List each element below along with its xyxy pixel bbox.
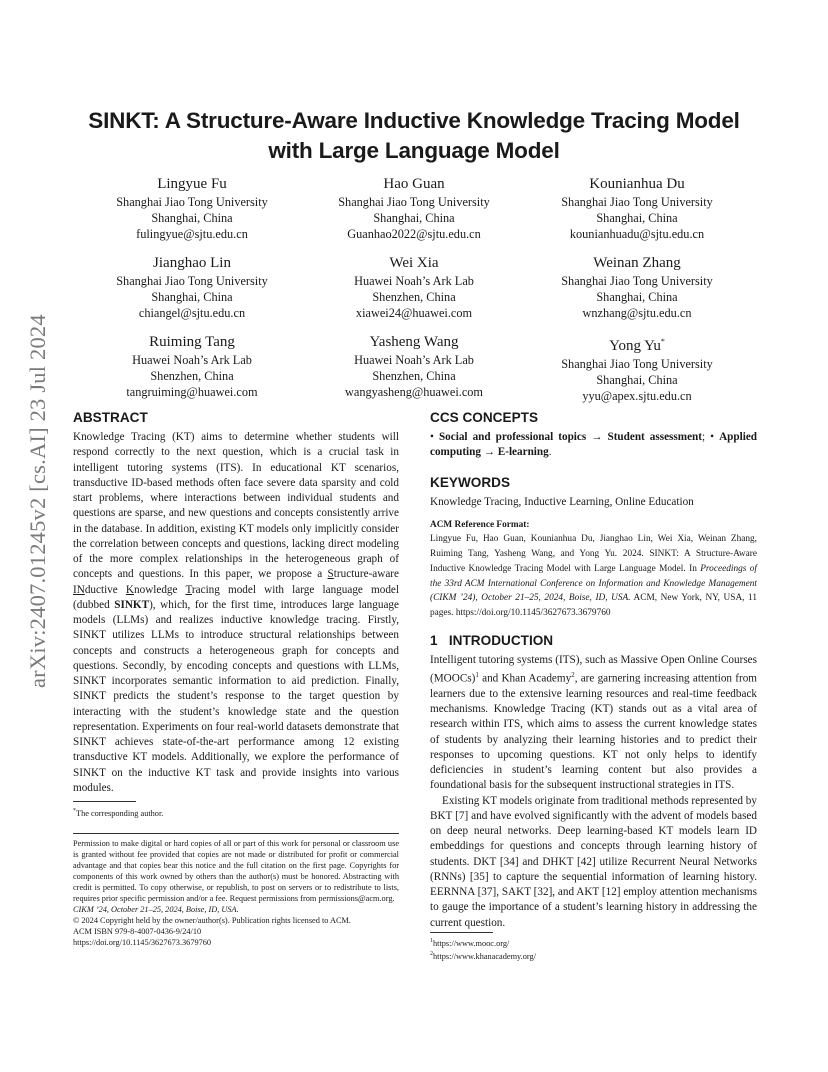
- author-location: Shanghai, China: [596, 211, 678, 225]
- right-column: [430, 410, 757, 931]
- permission-block: [73, 838, 399, 948]
- author-block: [522, 174, 752, 242]
- author-email: kounianhuadu@sjtu.edu.cn: [569, 227, 705, 241]
- left-column: [73, 410, 399, 796]
- model-name: SINKT: [114, 598, 150, 611]
- ccs-end: .: [548, 446, 552, 459]
- acm-reference: [430, 518, 757, 621]
- acronym-letter: T: [185, 583, 192, 596]
- footnote-text: The corresponding author.: [76, 808, 164, 818]
- section-number: 1: [430, 632, 438, 648]
- acm-reference-venue: Proceedings of the 33rd ACM International Conference on Information and Knowledge Management (CIKM ’24), October 21–25, 2024, Boise, ID, USA.: [430, 563, 757, 604]
- author-name: Lingyue Fu: [157, 176, 227, 192]
- permission-rule: [73, 833, 399, 834]
- section-title: INTRODUCTION: [448, 632, 554, 648]
- acronym-letter: K: [125, 583, 134, 596]
- author-affiliation: Huawei Noah’s Ark Lab: [354, 353, 474, 367]
- ccs-arrow: →: [586, 431, 608, 443]
- ccs-separator: ; •: [702, 431, 720, 443]
- author-email: fulingyue@sjtu.edu.cn: [136, 227, 248, 241]
- footnote-url[interactable]: https://www.mooc.org/: [433, 938, 510, 948]
- abstract-text: ductive: [84, 583, 126, 596]
- ccs-body: [430, 430, 757, 461]
- author-location: Shanghai, China: [596, 290, 678, 304]
- title-line-1: SINKT: A Structure-Aware Inductive Knowledge Tracing Model: [88, 108, 740, 133]
- ccs-heading: CCS CONCEPTS: [430, 410, 539, 425]
- author-location: Shanghai, China: [596, 373, 678, 387]
- acm-reference-text: Lingyue Fu, Hao Guan, Kounianhua Du, Jianghao Lin, Wei Xia, Weinan Zhang, Ruiming Tang, Yasheng Wang, and Yong Yu. 2024. SINKT: A Structure-Aware Inductive Knowledge Tracing Model with Large Language Model. In: [430, 534, 757, 574]
- footnote-mark: *: [73, 808, 76, 814]
- copyright-line: © 2024 Copyright held by the owner/author(s). Publication rights licensed to ACM.: [73, 916, 351, 925]
- author-affiliation: Shanghai Jiao Tong University: [116, 195, 268, 209]
- ccs-concept: E-learning: [497, 446, 549, 459]
- author-block: [522, 253, 752, 321]
- footnote-mark: 2: [430, 950, 433, 957]
- permission-text: Permission to make digital or hard copies of all or part of this work for personal or classroom use is granted without fee provided that copies are not made or distributed for profit or commercial advantage and that copies bear this notice and the full citation on the first page. Copyrights for components of this work owned by others than the author(s) must be honored. Abstracting with credit is permitted. To copy otherwise, or republish, to post on servers or to redistribute to lists, requires prior specific permission and/or a fee. Request permissions from permissions@acm.org.: [73, 839, 399, 903]
- ccs-concept: Student assessment: [607, 431, 703, 443]
- corresponding-footnote: [73, 806, 399, 819]
- author-affiliation: Huawei Noah’s Ark Lab: [132, 353, 252, 367]
- author-location: Shenzhen, China: [150, 369, 234, 383]
- author-email: chiangel@sjtu.edu.cn: [138, 306, 246, 320]
- author-email: Guanhao2022@sjtu.edu.cn: [347, 227, 481, 241]
- title-line-2: with Large Language Model: [268, 138, 560, 163]
- author-location: Shenzhen, China: [372, 369, 456, 383]
- author-email: tangruiming@huawei.com: [126, 385, 258, 399]
- author-name: Kounianhua Du: [589, 176, 685, 192]
- ccs-bullet: •: [430, 431, 439, 443]
- intro-text: Intelligent tutoring systems (ITS), such as Massive Open Online Courses (MOOCs): [430, 653, 757, 685]
- author-affiliation: Huawei Noah’s Ark Lab: [354, 274, 474, 288]
- author-name: Hao Guan: [383, 176, 445, 192]
- author-block: [299, 253, 529, 321]
- venue-line: CIKM ’24, October 21–25, 2024, Boise, ID, USA.: [73, 905, 239, 914]
- paper-title: [60, 106, 768, 166]
- ccs-concept: Applied computing: [430, 431, 758, 459]
- author-location: Shanghai, China: [373, 211, 455, 225]
- author-block: [77, 174, 307, 242]
- author-affiliation: Shanghai Jiao Tong University: [561, 195, 713, 209]
- acronym-letter: S: [327, 568, 334, 581]
- author-block: [299, 332, 529, 400]
- footnote-item: [430, 936, 757, 949]
- abstract-text: tructure-aware: [333, 568, 399, 581]
- keywords-text: Knowledge Tracing, Inductive Learning, Online Education: [430, 495, 694, 508]
- author-block: [77, 332, 307, 400]
- abstract-text: Knowledge Tracing (KT) aims to determine whether students will respond correctly to the next question, which is a crucial task in intelligent tutoring systems (ITS). In educational KT scenarios, transductive ID-based methods often face severe data sparsity and cold start problems, where interactions between individual students and questions are sparse, and new questions and concepts consistently arrive in the database. In addition, existing KT models only implicitly consider the correlation between concepts and questions, lacking direct modeling of the more complex relationships in the heterogeneous graph of concepts and questions. In this paper, we propose a: [73, 431, 399, 581]
- author-block: [299, 174, 529, 242]
- abstract-text: ), which, for the first time, introduces large language models (LLMs) and realizes inductive knowledge tracing. Firstly, SINKT utilizes LLMs to introduce structural relationships between concepts and constructs a heterogeneous graph for concepts and questions. Secondly, by encoding concepts and questions with LLMs, SINKT incorporates semantic information to aid prediction. Finally, SINKT predicts the student’s response to the target question by interacting with the student’s knowledge state and the question representation. Experiments on four real-world datasets demonstrate that SINKT achieves state-of-the-art performance among 12 existing transductive KT models. Additionally, we explore the performance of SINKT on the inductive KT task and provide insights into various modules.: [73, 598, 399, 794]
- author-name: Wei Xia: [389, 255, 439, 271]
- author-name: Yasheng Wang: [369, 334, 459, 350]
- arxiv-identifier: arXiv:2407.01245v2 [cs.AI] 23 Jul 2024: [25, 314, 50, 688]
- author-location: Shenzhen, China: [372, 290, 456, 304]
- keywords-heading: KEYWORDS: [430, 474, 511, 490]
- author-block: [77, 253, 307, 321]
- intro-text: and Khan Academy: [478, 672, 572, 685]
- author-name: [522, 332, 752, 356]
- abstract-text: racing model with large language model (dubbed: [73, 583, 399, 611]
- ccs-concept: Social and professional topics: [438, 431, 587, 443]
- intro-text: , are garnering increasing attention from learners due to the extensive learning resources and real-time feedback mechanisms. Knowledge Tracing (KT) stands out as a vital area of research within ITS, which aims to assess the current knowledge states of students by analyzing their learning histories and to predict their responses to upcoming questions. KT not only helps to identify deficiencies in student’s learning content but also provides a foundational basis for the subsequent instructional strategies in ITS.: [430, 672, 757, 792]
- footnote-ref: 1: [475, 670, 479, 679]
- author-block: [522, 332, 752, 404]
- author-location: Shanghai, China: [151, 290, 233, 304]
- abstract-heading: ABSTRACT: [73, 410, 148, 425]
- author-email: yyu@apex.sjtu.edu.cn: [582, 389, 692, 403]
- author-name: Weinan Zhang: [593, 255, 681, 271]
- author-affiliation: Shanghai Jiao Tong University: [561, 357, 713, 371]
- author-affiliation: Shanghai Jiao Tong University: [338, 195, 490, 209]
- footnote-mark: 1: [430, 938, 433, 944]
- ccs-arrow: →: [480, 446, 498, 459]
- footnote-url[interactable]: https://www.khanacademy.org/: [433, 951, 536, 961]
- introduction-heading: [430, 633, 757, 649]
- footnote-rule: [73, 801, 136, 802]
- abstract-body: [73, 430, 399, 796]
- acm-reference-heading: ACM Reference Format:: [430, 519, 530, 530]
- author-name: Ruiming Tang: [149, 334, 235, 350]
- author-affiliation: Shanghai Jiao Tong University: [116, 274, 268, 288]
- intro-paragraph-1: [430, 653, 757, 794]
- author-affiliation: Shanghai Jiao Tong University: [561, 274, 713, 288]
- corresponding-author-mark: *: [660, 337, 665, 346]
- author-email: wnzhang@sjtu.edu.cn: [582, 306, 692, 320]
- isbn-line: ACM ISBN 979-8-4007-0436-9/24/10: [73, 927, 202, 936]
- author-email: wangyasheng@huawei.com: [344, 385, 483, 399]
- author-name-text: Yong Yu: [609, 338, 661, 354]
- url-footnotes: [430, 936, 757, 962]
- footnote-rule: [430, 932, 493, 933]
- acronym-letter: IN: [73, 583, 85, 596]
- footnote-ref: 2: [571, 670, 575, 679]
- author-name: Jianghao Lin: [153, 255, 231, 271]
- footnote-item: [430, 949, 757, 962]
- acm-reference-text: ACM, New York, NY, USA, 11 pages. https://doi.org/10.1145/3627673.3679760: [430, 593, 757, 618]
- doi-line: https://doi.org/10.1145/3627673.3679760: [73, 938, 212, 947]
- author-email: xiawei24@huawei.com: [355, 306, 473, 320]
- intro-paragraph-2: Existing KT models originate from traditional methods represented by BKT [7] and have evolved significantly with the advent of models based on deep neural networks. Deep learning-based KT models learn ID embeddings for questions and concepts through learning history of students. DKT [34] and DHKT [42] utilize Recurrent Neural Networks (RNNs) [35] to capture the sequential information of learning history. EERNNA [37], SAKT [32], and AKT [12] employ attention mechanisms to gauge the importance of a student’s learning history in addressing the current question.: [430, 794, 757, 929]
- abstract-text: nowledge: [134, 583, 186, 596]
- author-location: Shanghai, China: [151, 211, 233, 225]
